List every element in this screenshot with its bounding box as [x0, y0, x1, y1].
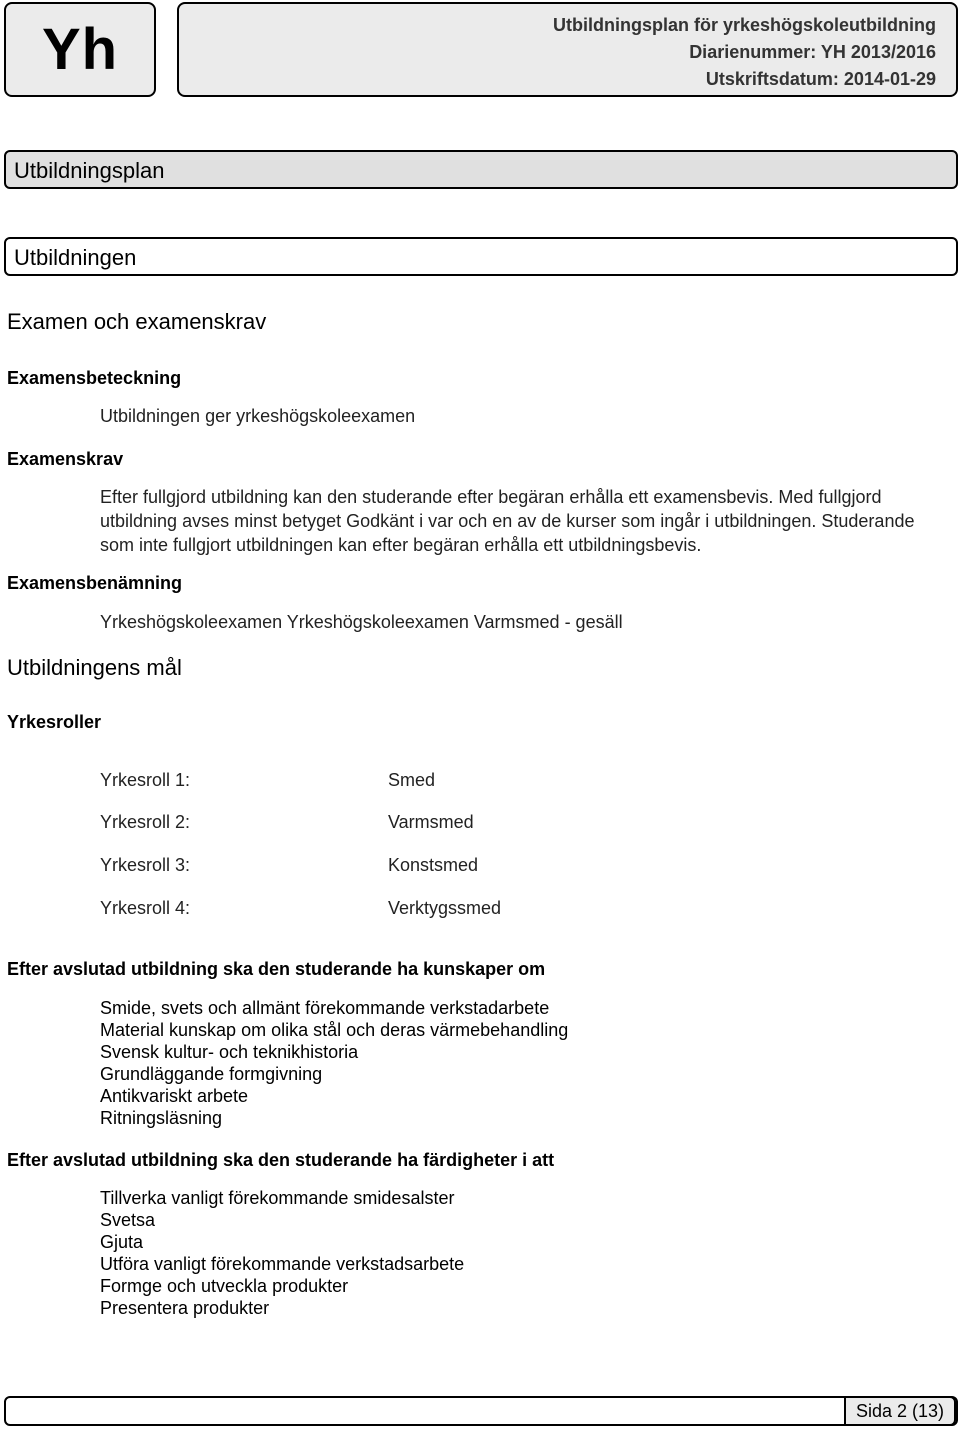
- list-item: Grundläggande formgivning: [100, 1064, 323, 1084]
- page-number: Sida 2 (13): [844, 1396, 956, 1426]
- list-item: Material kunskap om olika stål och deras värmebehandling: [100, 1020, 569, 1040]
- kunskaper-heading: Efter avslutad utbildning ska den studerande ha kunskaper om: [7, 959, 546, 979]
- document-title: Utbildningsplan för yrkeshögskoleutbildning: [552, 15, 936, 35]
- yrkesroller-label: Yrkesroller: [7, 712, 102, 732]
- section-bar-utbildningen: [4, 237, 958, 276]
- list-item: Antikvariskt arbete: [100, 1086, 249, 1106]
- examensbeteckning-label: Examensbeteckning: [7, 368, 182, 388]
- examensbenamning-value: Yrkeshögskoleexamen Yrkeshögskoleexamen Varmsmed - gesäll: [100, 612, 623, 632]
- list-item: Utföra vanligt förekommande verkstadsarbete: [100, 1254, 465, 1274]
- examen-heading: Examen och examenskrav: [7, 309, 267, 334]
- diary-number: Diarienummer: YH 2013/2016: [689, 42, 936, 62]
- list-item: Svensk kultur- och teknikhistoria: [100, 1042, 359, 1062]
- kunskaper-list: [100, 997, 568, 1129]
- fardigheter-list: [100, 1187, 464, 1319]
- footer-bar: [4, 1396, 958, 1426]
- logo: [4, 2, 156, 97]
- list-item: Ritningsläsning: [100, 1108, 223, 1128]
- list-item: Presentera produkter: [100, 1298, 270, 1318]
- fardigheter-heading: Efter avslutad utbildning ska den studerande ha färdigheter i att: [7, 1150, 555, 1170]
- list-item: Formge och utveckla produkter: [100, 1276, 349, 1296]
- role-label: Yrkesroll 1:: [100, 770, 191, 790]
- document-header: [177, 2, 958, 97]
- role-value: Smed: [388, 770, 436, 790]
- print-date: Utskriftsdatum: 2014-01-29: [705, 69, 936, 89]
- list-item: Svetsa: [100, 1210, 156, 1230]
- examensbenamning-label: Examensbenämning: [7, 573, 183, 593]
- role-value: Konstsmed: [388, 855, 479, 875]
- role-label: Yrkesroll 4:: [100, 898, 191, 918]
- section-title-utbildningsplan: Utbildningsplan: [14, 158, 165, 183]
- section-title-utbildningen: Utbildningen: [14, 245, 137, 270]
- examenskrav-label: Examenskrav: [7, 449, 124, 469]
- section-bar-utbildningsplan: [4, 150, 958, 189]
- utbildningens-mal-heading: Utbildningens mål: [7, 655, 182, 680]
- role-label: Yrkesroll 2:: [100, 812, 191, 832]
- role-value: Verktygssmed: [388, 898, 502, 918]
- examensbeteckning-value: Utbildningen ger yrkeshögskoleexamen: [100, 406, 416, 426]
- examenskrav-value: Efter fullgjord utbildning kan den studerande efter begäran erhålla ett examensbevis. Med fullgjord utbildning avses minst betyget Godkänt i var och en av de kurser som ingår i utbildningen. Studerande som inte fullgjort utbildningen kan efter begäran erhålla ett utbildningsbevis.: [100, 487, 915, 555]
- logo-text: Yh: [41, 17, 119, 82]
- role-label: Yrkesroll 3:: [100, 855, 191, 875]
- list-item: Gjuta: [100, 1232, 144, 1252]
- list-item: Tillverka vanligt förekommande smidesalster: [100, 1188, 455, 1208]
- list-item: Smide, svets och allmänt förekommande verkstadarbete: [100, 998, 550, 1018]
- role-value: Varmsmed: [388, 812, 474, 832]
